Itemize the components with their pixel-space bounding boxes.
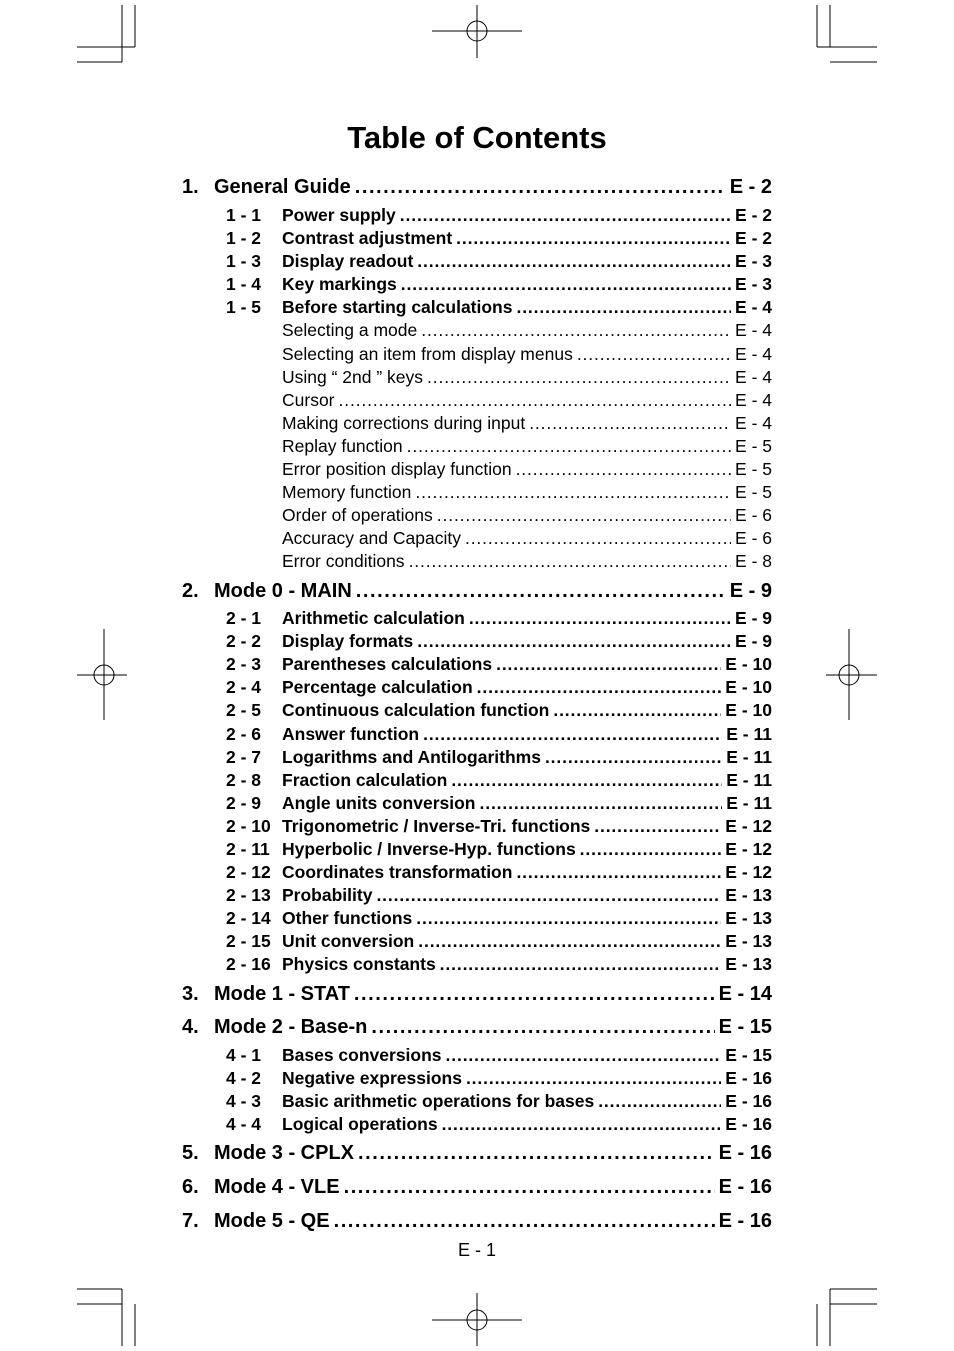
toc-entry-section [226,631,772,653]
toc-entry-title: Mode 2 - Base-n [214,1016,368,1038]
toc-entry-topic [282,482,772,504]
toc-entry-number: 2 - 9 [226,793,262,813]
toc-entry-title: Hyperbolic / Inverse-Hyp. functions [282,839,576,859]
toc-entry-page: E - 16 [718,1142,772,1164]
toc-entry-page: E - 16 [718,1210,772,1232]
toc-entry-title: Physics constants [282,954,436,974]
dot-leader [469,608,731,629]
toc-entry-number: 2 - 7 [226,747,262,767]
dot-leader [356,580,726,603]
toc-entry-section [226,931,772,953]
toc-entry-page: E - 13 [725,908,772,928]
dot-leader [516,459,731,480]
toc-entry-page: E - 16 [725,1068,772,1088]
dot-leader [376,885,721,906]
toc-entry-section [226,251,772,273]
toc-entry-title: Power supply [282,205,396,225]
dot-leader [456,228,731,249]
toc-entry-page: E - 13 [725,954,772,974]
toc-entry-number: 2 - 12 [226,862,271,882]
toc-entry-chapter [182,176,772,206]
dot-leader [423,724,722,745]
page-title: Table of Contents [347,120,607,155]
toc-entry-page: E - 4 [735,413,772,433]
toc-entry-title: Basic arithmetic operations for bases [282,1091,595,1111]
toc-entry-title: Arithmetic calculation [282,608,465,628]
dot-leader [401,274,731,295]
dot-leader [594,816,721,837]
toc-entry-page: E - 5 [735,459,772,479]
dot-leader [496,654,721,675]
toc-entry-chapter [182,580,772,610]
dot-leader [427,367,731,388]
dot-leader [415,482,731,503]
toc-entry-title: Percentage calculation [282,677,473,697]
toc-entry-number: 2 - 5 [226,700,262,720]
toc-entry-number: 4 - 4 [226,1114,262,1134]
toc-entry-title: Other functions [282,908,413,928]
toc-entry-number: 1 - 3 [226,251,262,271]
toc-entry-number: 3. [182,983,199,1005]
toc-entry-section [226,908,772,930]
dot-leader [440,954,722,975]
toc-entry-title: Selecting a mode [282,320,418,340]
toc-entry-page: E - 11 [726,747,772,767]
toc-entry-page: E - 4 [735,344,772,364]
toc-entry-page: E - 3 [735,251,772,271]
toc-entry-chapter [182,983,772,1013]
toc-entry-page: E - 11 [726,793,772,813]
toc-entry-page: E - 2 [729,176,772,198]
dot-leader [466,1068,721,1089]
toc-entry-number: 7. [182,1210,199,1232]
registration-mark-right [826,629,877,720]
toc-entry-title: Coordinates transformation [282,862,513,882]
toc-entry-number: 2 - 4 [226,677,262,697]
toc-entry-page: E - 16 [725,1091,772,1111]
registration-mark-left [77,629,127,720]
toc-entry-title: Fraction calculation [282,770,448,790]
toc-entry-page: E - 5 [735,482,772,502]
toc-entry-title: Mode 3 - CPLX [214,1142,355,1164]
toc-entry-title: Contrast adjustment [282,228,453,248]
toc-entry-number: 4 - 3 [226,1091,262,1111]
toc-entry-topic [282,390,772,412]
toc-entry-topic [282,344,772,366]
dot-leader [545,747,722,768]
toc-entry-number: 2 - 8 [226,770,262,790]
dot-leader [417,631,731,652]
toc-entry-page: E - 14 [718,983,772,1005]
dot-leader [407,436,731,457]
toc-entry-title: Error position display function [282,459,512,479]
toc-entry-section [226,677,772,699]
toc-entry-section [226,770,772,792]
toc-entry-section [226,839,772,861]
toc-entry-page: E - 4 [735,390,772,410]
toc-entry-page: E - 13 [725,931,772,951]
dot-leader [334,1210,715,1233]
toc-entry-section [226,205,772,227]
toc-entry-number: 2 - 1 [226,608,262,628]
toc-entry-title: Key markings [282,274,397,294]
toc-entry-title: General Guide [214,176,351,198]
toc-entry-page: E - 9 [735,631,772,651]
dot-leader [580,839,722,860]
toc-entry-section [226,1045,772,1067]
toc-entry-title: Accuracy and Capacity [282,528,461,548]
toc-entry-title: Cursor [282,390,335,410]
toc-entry-number: 1. [182,176,199,198]
toc-entry-page: E - 12 [725,839,772,859]
toc-entry-page: E - 9 [735,608,772,628]
toc-entry-section [226,700,772,722]
toc-entry-title: Mode 4 - VLE [214,1176,340,1198]
toc-entry-title: Answer function [282,724,420,744]
toc-entry-number: 4 - 1 [226,1045,262,1065]
toc-entry-number: 5. [182,1142,199,1164]
toc-entry-number: 4 - 2 [226,1068,262,1088]
toc-entry-topic [282,528,772,550]
toc-entry-number: 2 - 13 [226,885,271,905]
toc-entry-number: 2 - 14 [226,908,271,928]
toc-entry-number: 1 - 2 [226,228,262,248]
toc-entry-title: Mode 5 - QE [214,1210,330,1232]
dot-leader [529,413,731,434]
toc-entry-chapter [182,1210,772,1240]
toc-entry-title: Using “ 2nd ” keys [282,367,424,387]
toc-entry-number: 2 - 6 [226,724,262,744]
toc-entry-number: 2 - 11 [226,839,270,859]
toc-entry-title: Unit conversion [282,931,415,951]
toc-entry-section [226,862,772,884]
page-number: E - 1 [457,1240,496,1260]
toc-entry-section [226,793,772,815]
toc-entry-title: Continuous calculation function [282,700,550,720]
toc-entry-page: E - 10 [725,700,772,720]
toc-entry-section [226,1114,772,1136]
toc-entry-page: E - 16 [725,1114,772,1134]
toc-entry-page: E - 10 [725,677,772,697]
toc-entry-title: Negative expressions [282,1068,462,1088]
toc-entry-page: E - 4 [735,297,772,317]
registration-mark-top [432,5,522,58]
toc-entry-title: Logical operations [282,1114,438,1134]
toc-entry-section [226,1091,772,1113]
toc-entry-number: 2 - 2 [226,631,262,651]
toc-entry-title: Making corrections during input [282,413,526,433]
toc-entry-title: Display readout [282,251,414,271]
dot-leader [344,1176,715,1199]
toc-entry-section [226,747,772,769]
toc-entry-page: E - 11 [726,724,772,744]
dot-leader [358,1142,715,1165]
toc-entry-page: E - 12 [725,862,772,882]
toc-entry-page: E - 15 [725,1045,772,1065]
dot-leader [516,297,731,318]
toc-entry-section [226,816,772,838]
toc-entry-page: E - 3 [735,274,772,294]
dot-leader [421,320,731,341]
toc-entry-number: 6. [182,1176,199,1198]
toc-entry-title: Logarithms and Antilogarithms [282,747,541,767]
toc-entry-page: E - 9 [729,580,772,602]
toc-entry-section [226,885,772,907]
toc-entry-page: E - 13 [725,885,772,905]
toc-entry-chapter [182,1176,772,1206]
dot-leader [418,931,721,952]
toc-entry-title: Error conditions [282,551,405,571]
toc-entry-topic [282,320,772,342]
toc-entry-number: 1 - 5 [226,297,262,317]
toc-entry-topic [282,436,772,458]
toc-entry-page: E - 12 [725,816,772,836]
dot-leader [417,251,731,272]
toc-entry-page: E - 8 [735,551,772,571]
dot-leader [480,793,723,814]
toc-entry-title: Parentheses calculations [282,654,493,674]
toc-entry-number: 2 - 3 [226,654,262,674]
dot-leader [409,551,731,572]
toc-entry-section [226,228,772,250]
toc-entry-page: E - 2 [735,228,772,248]
toc-entry-title: Memory function [282,482,412,502]
toc-entry-number: 2 - 16 [226,954,271,974]
dot-leader [442,1114,722,1135]
toc-entry-section [226,297,772,319]
toc-entry-section [226,274,772,296]
toc-entry-title: Order of operations [282,505,433,525]
toc-entry-page: E - 4 [735,367,772,387]
toc-entry-page: E - 11 [726,770,772,790]
toc-entry-topic [282,505,772,527]
toc-entry-topic [282,413,772,435]
toc-entry-page: E - 10 [725,654,772,674]
toc-entry-section [226,1068,772,1090]
toc-entry-number: 4. [182,1016,199,1038]
toc-entry-chapter [182,1016,772,1046]
toc-entry-section [226,608,772,630]
dot-leader [339,390,732,411]
toc-entry-page: E - 2 [735,205,772,225]
toc-entry-number: 1 - 1 [226,205,262,225]
toc-entry-title: Replay function [282,436,403,456]
registration-mark-bottom [432,1293,522,1346]
toc-entry-section [226,654,772,676]
dot-leader [437,505,731,526]
toc-entry-title: Angle units conversion [282,793,476,813]
toc-entry-page: E - 6 [735,528,772,548]
dot-leader [577,344,731,365]
toc-entry-page: E - 4 [735,320,772,340]
dot-leader [371,1016,714,1039]
toc-entry-section [226,724,772,746]
toc-entry-title: Mode 1 - STAT [214,983,350,1005]
dot-leader [354,983,715,1006]
toc-entry-title: Selecting an item from display menus [282,344,573,364]
dot-leader [400,205,731,226]
toc-entry-topic [282,367,772,389]
toc-entry-page: E - 5 [735,436,772,456]
toc-entry-chapter [182,1142,772,1172]
toc-entry-page: E - 15 [718,1016,772,1038]
dot-leader [451,770,722,791]
toc-entry-topic [282,551,772,573]
toc-entry-title: Bases conversions [282,1045,442,1065]
dot-leader [516,862,721,883]
dot-leader [477,677,722,698]
dot-leader [553,700,721,721]
toc-entry-number: 1 - 4 [226,274,262,294]
toc-entry-number: 2. [182,580,199,602]
toc-entry-section [226,954,772,976]
toc-entry-title: Probability [282,885,373,905]
toc-entry-title: Trigonometric / Inverse-Tri. functions [282,816,591,836]
dot-leader [598,1091,721,1112]
dot-leader [465,528,731,549]
toc-entry-page: E - 6 [735,505,772,525]
toc-entry-title: Display formats [282,631,414,651]
toc-entry-title: Mode 0 - MAIN [214,580,352,602]
dot-leader [446,1045,722,1066]
toc-entry-number: 2 - 10 [226,816,271,836]
toc-entry-page: E - 16 [718,1176,772,1198]
dot-leader [416,908,721,929]
toc-entry-number: 2 - 15 [226,931,271,951]
toc-entry-topic [282,459,772,481]
toc-entry-title: Before starting calculations [282,297,513,317]
dot-leader [355,176,726,199]
